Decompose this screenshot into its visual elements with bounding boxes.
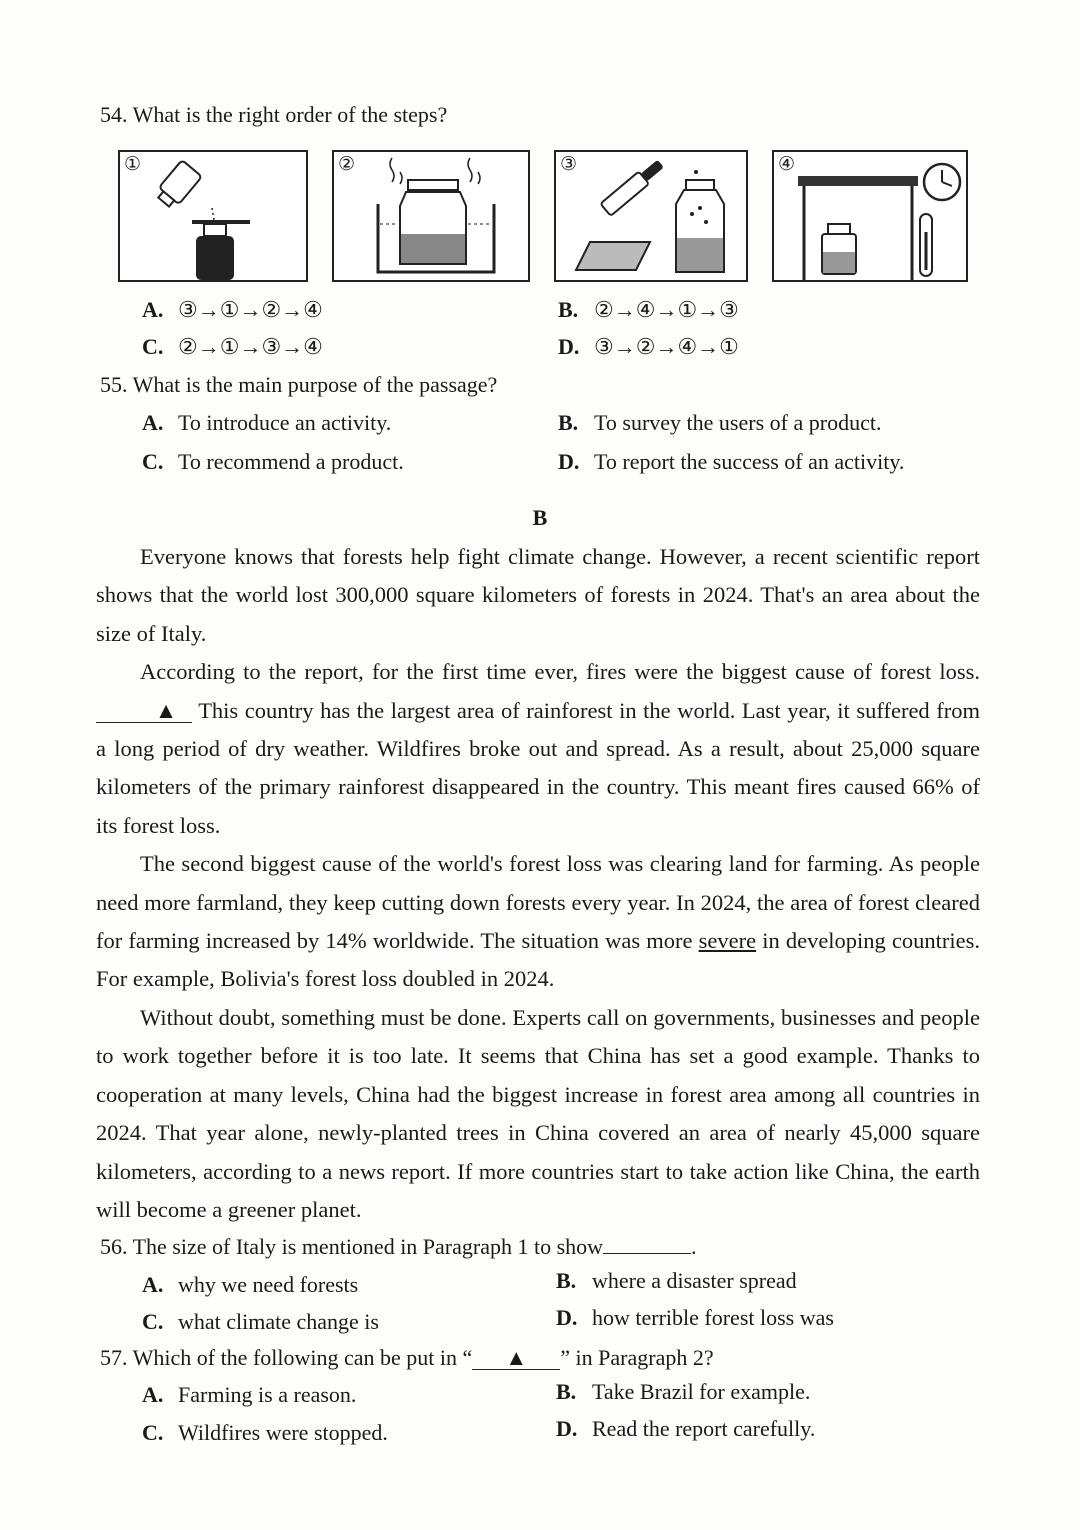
figure-label: ② <box>338 154 356 175</box>
option-56-c[interactable]: C. what climate change is <box>142 1309 379 1334</box>
option-57-d[interactable]: D. Read the report carefully. <box>556 1416 816 1441</box>
option-55-c[interactable]: C. To recommend a product. <box>142 449 404 474</box>
option-57-c[interactable]: C. Wildfires were stopped. <box>142 1420 388 1445</box>
answer-blank <box>603 1253 691 1254</box>
option-55-d[interactable]: D. To report the success of an activity. <box>558 449 905 474</box>
option-54-b[interactable]: B. ②→④→①→③ <box>558 297 739 322</box>
answer-blank: ▲ <box>96 700 192 723</box>
option-55-b[interactable]: B. To survey the users of a product. <box>558 410 882 435</box>
option-57-a[interactable]: A. Farming is a reason. <box>142 1382 357 1407</box>
paragraph-1: Everyone knows that forests help fight climate change. However, a recent scientific report shows that the world lost 300,000 square kilometers of forests in 2024. That's an area about the size of Italy. <box>96 544 980 646</box>
question-54-stem: 54. What is the right order of the steps? <box>100 102 448 127</box>
option-57-b[interactable]: B. Take Brazil for example. <box>556 1379 811 1404</box>
paragraph-3: The second biggest cause of the world's forest loss was clearing land for farming. As people need more farmland, they keep cutting down forests every year. In 2024, the area of forest cleared for farming increased by 14% worldwide. The situation was more severe in developing countries. For example, Bolivia's forest loss doubled in 2024. <box>96 851 981 992</box>
option-54-a[interactable]: A. ③→①→②→④ <box>142 297 323 322</box>
pouring-into-bottle-icon <box>120 152 310 284</box>
step-figure-1 <box>118 150 308 282</box>
paragraph-2: According to the report, for the first time ever, fires were the biggest cause of forest loss. ▲ This country has the largest area of rainforest in the world. Last year, it suffered from a long period of dry weather. Wildfires broke out and spread. As a result, about 25,000 square kilometers of the primary rainforest disappeared in the country. This meant fires caused 66% of its forest loss. <box>96 659 981 838</box>
question-55-stem: 55. What is the main purpose of the passage? <box>100 372 498 397</box>
section-heading: B <box>532 505 548 530</box>
figure-label: ④ <box>778 154 796 175</box>
step-figure-4 <box>772 150 968 282</box>
option-54-d[interactable]: D. ③→②→④→① <box>558 334 739 359</box>
option-56-b[interactable]: B. where a disaster spread <box>556 1268 797 1293</box>
option-56-a[interactable]: A. why we need forests <box>142 1272 359 1297</box>
question-56-stem: 56. The size of Italy is mentioned in Paragraph 1 to show . <box>100 1234 697 1259</box>
option-54-c[interactable]: C. ②→①→③→④ <box>142 334 323 359</box>
storage-clock-thermometer-icon <box>774 152 970 284</box>
underlined-word: severe <box>698 928 757 954</box>
paragraph-4: Without doubt, something must be done. Experts call on governments, businesses and people to work together before it is too late. It seems that China has set a good example. Thanks to cooperation at many levels, China had the biggest increase in forest area among all countries in 2024. That year alone, newly-planted trees in China covered an area of nearly 45,000 square kilometers, according to a news report. If more countries start to take action like China, the earth will become a greener planet. <box>96 1004 980 1222</box>
water-bath-jar-icon <box>334 152 532 284</box>
knife-and-jar-icon <box>556 152 750 284</box>
step-figure-2 <box>332 150 530 282</box>
answer-blank: ▲ <box>472 1347 560 1370</box>
step-figure-3 <box>554 150 748 282</box>
reading-passage <box>96 538 980 1229</box>
option-56-d[interactable]: D. how terrible forest loss was <box>556 1305 834 1330</box>
figure-label: ① <box>124 154 142 175</box>
figure-label: ③ <box>560 154 578 175</box>
question-57-stem: 57. Which of the following can be put in “ ▲ ” in Paragraph 2? <box>100 1345 714 1370</box>
option-55-a[interactable]: A. To introduce an activity. <box>142 410 392 435</box>
